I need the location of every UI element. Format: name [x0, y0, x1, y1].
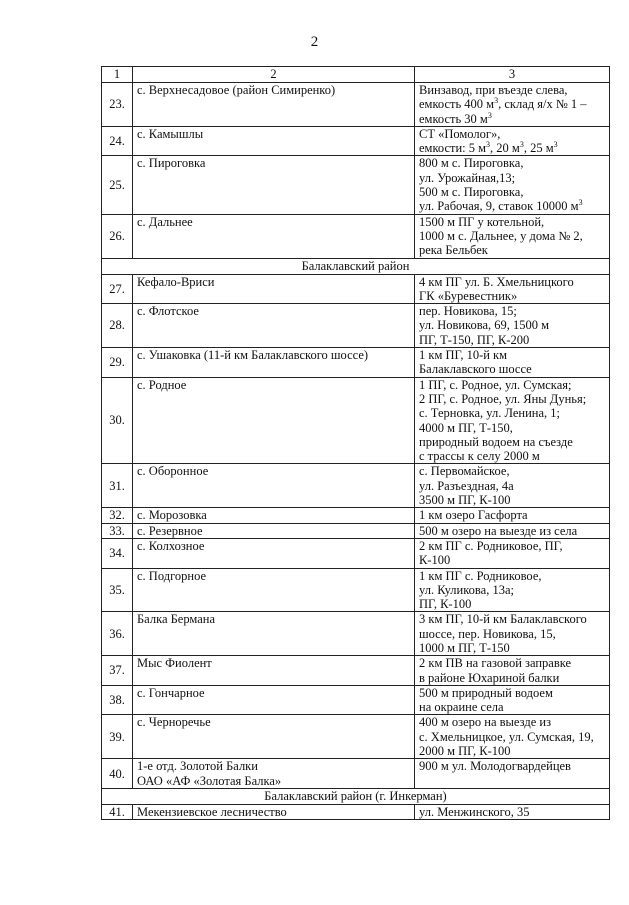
- place-line: Балка Бермана: [137, 612, 216, 627]
- table-row: [102, 508, 610, 523]
- place-line: с. Пироговка: [137, 156, 206, 171]
- table-row: [102, 83, 610, 127]
- water-source-line: 500 м озеро на выезде из села: [419, 523, 578, 538]
- water-source-line: 2 км ПГ с. Родниковое, ПГ,: [419, 538, 563, 553]
- water-source-line: 800 м с. Пироговка,: [419, 156, 524, 171]
- water-source-line: 2 км ПВ на газовой заправке: [419, 656, 572, 671]
- page-number: 2: [310, 34, 319, 50]
- place-cell: [133, 377, 415, 464]
- place-cell: [133, 759, 415, 789]
- water-source-line: емкость 30 $м^3$: [419, 110, 492, 126]
- water-source-cell: [415, 214, 610, 258]
- water-source-cell: [415, 274, 610, 304]
- place-line: ОАО «АФ «Золотая Балка»: [137, 773, 282, 788]
- row-number: 37.: [102, 656, 133, 686]
- table-row: [102, 214, 610, 258]
- table-row: [102, 274, 610, 304]
- water-source-line: 2 ПГ, с. Родное, ул. Яны Дунья;: [419, 391, 587, 406]
- water-source-cell: [415, 126, 610, 156]
- place-cell: [133, 304, 415, 348]
- place-line: с. Верхнесадовое (район Симиренко): [137, 83, 336, 97]
- water-source-line: 500 м природный водоем: [419, 685, 553, 700]
- place-cell: [133, 523, 415, 538]
- water-source-line: 1000 м ПГ, Т-150: [419, 640, 510, 655]
- row-number: 28.: [102, 304, 133, 348]
- water-source-line: 4000 м ПГ, Т-150,: [419, 420, 513, 435]
- water-source-line: река Бельбек: [419, 243, 488, 258]
- place-line: с. Резервное: [137, 523, 203, 538]
- water-source-line: природный водоем на съезде: [419, 434, 573, 449]
- place-cell: [133, 464, 415, 508]
- water-source-line: 2000 м ПГ, К-100: [419, 744, 511, 759]
- header-cell-num: 1: [102, 67, 133, 83]
- place-line: с. Черноречье: [137, 715, 211, 730]
- place-cell: [133, 214, 415, 258]
- table-row: [102, 377, 610, 464]
- table-row: [102, 568, 610, 612]
- row-number: 33.: [102, 523, 133, 538]
- place-cell: [133, 508, 415, 523]
- table-row: [102, 715, 610, 759]
- table-row: [102, 656, 610, 686]
- place-line: с. Подгорное: [137, 568, 207, 583]
- place-line: Мекензиевское лесничество: [137, 804, 287, 819]
- water-source-line: с. Первомайское,: [419, 464, 510, 479]
- table-row: [102, 523, 610, 538]
- water-source-line: 1 км ПГ с. Родниковое,: [419, 568, 542, 583]
- table-row: [102, 304, 610, 348]
- water-source-line: СТ «Помолог»,: [419, 126, 501, 141]
- water-source-line: ул. Урожайная,13;: [419, 170, 516, 185]
- row-number: 23.: [102, 83, 133, 127]
- water-source-cell: [415, 156, 610, 214]
- row-number: 41.: [102, 804, 133, 819]
- place-line: с. Морозовка: [137, 508, 207, 523]
- water-source-line: 1500 м ПГ у котельной,: [419, 214, 545, 229]
- water-source-line: ул. Новикова, 69, 1500 м: [419, 318, 550, 333]
- row-number: 34.: [102, 538, 133, 568]
- place-cell: [133, 685, 415, 715]
- place-cell: [133, 612, 415, 656]
- place-line: с. Камышлы: [137, 126, 204, 141]
- table-row: [102, 156, 610, 214]
- water-source-line: ул. Куликова, 13а;: [419, 582, 514, 597]
- table-row: [102, 538, 610, 568]
- water-source-line: К-100: [419, 553, 451, 568]
- water-source-cell: [415, 377, 610, 464]
- water-source-line: 4 км ПГ ул. Б. Хмельницкого: [419, 274, 574, 289]
- table-row: [102, 804, 610, 819]
- place-cell: [133, 156, 415, 214]
- place-line: с. Ушаковка (11-й км Балаклавского шоссе): [137, 348, 369, 363]
- section-header-row: [102, 788, 610, 804]
- table-body: [102, 67, 610, 820]
- water-source-line: Винзавод, при въезде слева,: [419, 83, 568, 97]
- row-number: 24.: [102, 126, 133, 156]
- water-source-cell: [415, 523, 610, 538]
- row-number: 38.: [102, 685, 133, 715]
- water-source-line: 500 м с. Пироговка,: [419, 185, 524, 200]
- place-line: с. Гончарное: [137, 685, 205, 700]
- water-source-cell: [415, 348, 610, 378]
- place-line: 1-е отд. Золотой Балки: [137, 759, 258, 774]
- water-source-line: емкость 400 $м^3$, склад я/х № 1 –: [419, 96, 587, 112]
- water-source-line: ПГ, Т-150, ПГ, К-200: [419, 332, 530, 347]
- water-source-line: 1 км ПГ, 10-й км: [419, 348, 508, 363]
- water-source-line: с. Хмельницкое, ул. Сумская, 19,: [419, 729, 594, 744]
- water-source-cell: [415, 83, 610, 127]
- header-cell-place: 2: [133, 67, 415, 83]
- water-source-line: пер. Новикова, 15;: [419, 304, 517, 319]
- place-cell: [133, 348, 415, 378]
- section-header-row: [102, 258, 610, 274]
- water-source-cell: [415, 612, 610, 656]
- water-source-cell: [415, 804, 610, 819]
- water-source-line: ул. Разъездная, 4а: [419, 478, 514, 493]
- water-source-cell: [415, 656, 610, 686]
- water-source-line: 1 км озеро Гасфорта: [419, 508, 528, 523]
- place-line: Кефало-Вриси: [137, 274, 215, 289]
- place-line: с. Дальнее: [137, 214, 193, 229]
- water-source-line: ул. Рабочая, 9, ставок 10000 $м^3$: [419, 198, 583, 214]
- water-source-cell: [415, 715, 610, 759]
- water-source-line: шоссе, пер. Новикова, 15,: [419, 626, 556, 641]
- row-number: 35.: [102, 568, 133, 612]
- water-source-cell: [415, 508, 610, 523]
- table-row: [102, 464, 610, 508]
- water-source-line: в районе Юхариной балки: [419, 670, 560, 685]
- water-source-line: с. Терновка, ул. Ленина, 1;: [419, 406, 560, 421]
- section-title: Балаклавский район: [102, 258, 610, 274]
- place-line: с. Флотское: [137, 304, 199, 319]
- water-source-line: 3500 м ПГ, К-100: [419, 493, 511, 508]
- water-source-line: 3 км ПГ, 10-й км Балаклавского: [419, 612, 587, 627]
- row-number: 25.: [102, 156, 133, 214]
- row-number: 30.: [102, 377, 133, 464]
- place-cell: [133, 538, 415, 568]
- table-header-row: [102, 67, 610, 83]
- section-title: Балаклавский район (г. Инкерман): [102, 788, 610, 804]
- row-number: 39.: [102, 715, 133, 759]
- water-source-line: с трассы к селу 2000 м: [419, 449, 540, 464]
- water-source-line: 1 ПГ, с. Родное, ул. Сумская;: [419, 377, 572, 392]
- row-number: 40.: [102, 759, 133, 789]
- row-number: 32.: [102, 508, 133, 523]
- table-row: [102, 685, 610, 715]
- water-source-line: ул. Менжинского, 35: [419, 804, 530, 819]
- water-source-line: 900 м ул. Молодогвардейцев: [419, 759, 571, 774]
- place-cell: [133, 568, 415, 612]
- row-number: 26.: [102, 214, 133, 258]
- place-cell: [133, 804, 415, 819]
- water-source-cell: [415, 759, 610, 789]
- table-row: [102, 348, 610, 378]
- place-cell: [133, 656, 415, 686]
- water-source-line: 1000 м с. Дальнее, у дома № 2,: [419, 228, 583, 243]
- place-line: с. Оборонное: [137, 464, 209, 479]
- water-source-line: ПГ, К-100: [419, 597, 472, 612]
- header-cell-desc: 3: [415, 67, 610, 83]
- place-line: с. Колхозное: [137, 538, 205, 553]
- place-cell: [133, 715, 415, 759]
- water-source-cell: [415, 538, 610, 568]
- water-source-line: на окраине села: [419, 700, 504, 715]
- row-number: 36.: [102, 612, 133, 656]
- water-source-line: Балаклавского шоссе: [419, 362, 532, 377]
- place-line: с. Родное: [137, 377, 187, 392]
- row-number: 29.: [102, 348, 133, 378]
- place-line: Мыс Фиолент: [137, 656, 212, 671]
- water-source-cell: [415, 568, 610, 612]
- table-row: [102, 126, 610, 156]
- water-source-line: емкости: 5 $м^3$, 20 $м^3$, 25 $м^3$: [419, 140, 558, 156]
- water-source-cell: [415, 304, 610, 348]
- water-source-line: ГК «Буревестник»: [419, 288, 518, 303]
- place-cell: [133, 83, 415, 127]
- table-row: [102, 612, 610, 656]
- place-cell: [133, 126, 415, 156]
- water-source-cell: [415, 685, 610, 715]
- row-number: 27.: [102, 274, 133, 304]
- place-cell: [133, 274, 415, 304]
- row-number: 31.: [102, 464, 133, 508]
- table-row: [102, 759, 610, 789]
- water-source-cell: [415, 464, 610, 508]
- water-sources-table: [101, 66, 610, 820]
- water-source-line: 400 м озеро на выезде из: [419, 715, 552, 730]
